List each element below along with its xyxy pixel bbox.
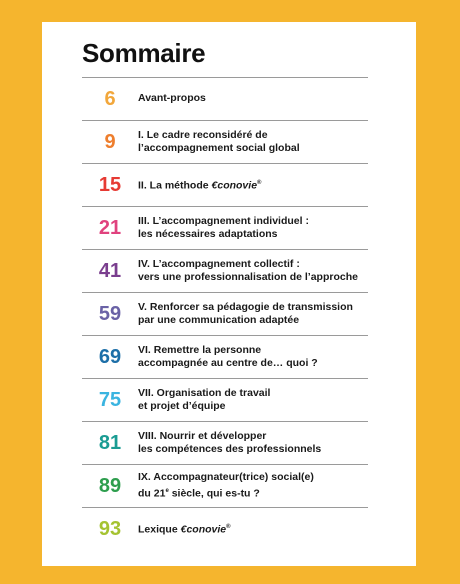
entry-title (138, 177, 368, 193)
entry-title (138, 301, 368, 328)
brand-name: €conovie (211, 179, 258, 192)
toc-entry (82, 163, 368, 206)
table-of-contents (82, 77, 368, 550)
entry-title-line2: par une communication adaptée (138, 314, 300, 326)
page-number: 59 (98, 302, 122, 325)
entry-title-line1: VIII. Nourrir et développer (138, 429, 267, 442)
toc-entry (82, 206, 368, 249)
toc-entry (82, 464, 368, 507)
entry-title-line2: accompagnée au centre de… quoi ? (138, 357, 318, 369)
page-number: 15 (98, 173, 122, 196)
entry-title (138, 387, 368, 414)
toc-entry (82, 292, 368, 335)
superscript: e (165, 487, 169, 494)
entry-title-line2: les compétences des professionnels (138, 443, 322, 455)
entry-title-line1: III. L’accompagnement individuel : (138, 214, 309, 227)
page-number: 75 (98, 388, 122, 411)
toc-entry (82, 507, 368, 550)
entry-title-line1: VI. Remettre la personne (138, 343, 262, 356)
contents-page (42, 22, 416, 566)
entry-title-line1: IX. Accompagnateur(trice) social(e) (138, 471, 314, 484)
registered-mark: ® (257, 180, 262, 186)
toc-entry (82, 378, 368, 421)
toc-entry (82, 249, 368, 292)
entry-title-line1: VII. Organisation de travail (138, 386, 271, 399)
registered-mark: ® (226, 524, 231, 530)
toc-entry (82, 77, 368, 120)
page-number: 21 (98, 216, 122, 239)
entry-title-line2-end: siècle, qui es-tu ? (168, 487, 260, 500)
toc-entry (82, 421, 368, 464)
entry-title-line1: Avant-propos (138, 92, 206, 105)
page-number: 69 (98, 345, 122, 368)
entry-title (138, 258, 368, 285)
page-number: 89 (98, 474, 122, 497)
entry-title-line2 (138, 485, 368, 501)
entry-title-line1: I. Le cadre reconsidéré de (138, 128, 268, 141)
entry-title-line2-start: du 21 (138, 487, 166, 500)
entry-title-line2: et projet d’équipe (138, 400, 226, 412)
brand-name: €conovie (180, 523, 227, 536)
entry-title-line2: les nécessaires adaptations (138, 228, 278, 240)
entry-title-line1: II. La méthode (138, 179, 212, 192)
toc-entry (82, 120, 368, 163)
entry-title-line1: Lexique (138, 523, 181, 536)
entry-title (138, 92, 368, 106)
page-number: 93 (98, 517, 122, 540)
entry-title-line1: IV. L’accompagnement collectif : (138, 257, 300, 270)
entry-title (138, 215, 368, 242)
entry-title (138, 521, 368, 537)
page-number: 41 (98, 259, 122, 282)
entry-title (138, 471, 368, 501)
entry-title (138, 344, 368, 371)
entry-title (138, 430, 368, 457)
entry-title (138, 129, 368, 156)
entry-title-line1: V. Renforcer sa pédagogie de transmission (138, 300, 353, 313)
entry-title-line2: l’accompagnement social global (138, 142, 300, 154)
entry-title-line2: vers une professionnalisation de l’approche (138, 271, 358, 283)
page-number: 81 (98, 431, 122, 454)
page-number: 9 (104, 130, 116, 153)
page-title: Sommaire (82, 38, 206, 68)
toc-entry (82, 335, 368, 378)
page-number: 6 (104, 87, 116, 110)
